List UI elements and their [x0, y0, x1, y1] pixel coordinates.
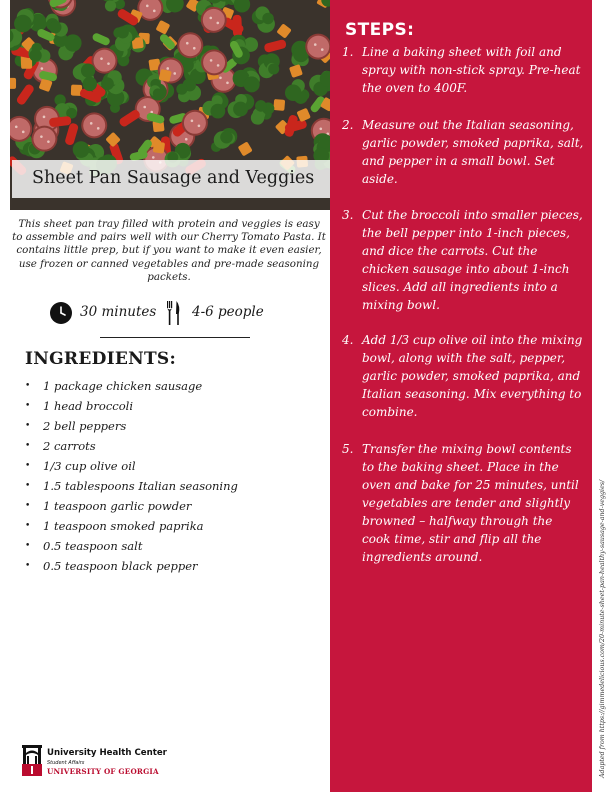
- ingredients-list: [25, 377, 238, 577]
- step-text: Line a baking sheet with foil and spray with non-stick spray. Pre-heat the oven to 400F.: [362, 45, 581, 95]
- ingredient-item: • 1 teaspoon garlic powder: [25, 497, 238, 517]
- ingredient-item: • 2 bell peppers: [25, 417, 238, 437]
- ingredient-item: • 2 carrots: [25, 437, 238, 457]
- fork-knife-icon: [166, 300, 182, 330]
- step-number: 3.: [342, 208, 354, 222]
- step-number: 1.: [342, 45, 354, 59]
- source-credit: Adapted from https://gimmedelicious.com/20-minute-sheet-pan-healthy-sausage-and-veggies/: [599, 479, 606, 778]
- step-number: 5.: [342, 442, 354, 456]
- step-number: 4.: [342, 333, 354, 347]
- recipe-title: Sheet Pan Sausage and Veggies: [32, 168, 315, 188]
- ingredient-item: • 1/3 cup olive oil: [25, 457, 238, 477]
- logo-line-3: UNIVERSITY OF GEORGIA: [47, 767, 159, 776]
- recipe-intro: This sheet pan tray filled with protein and veggies is easy to assemble and pairs well with our Cherry Tomato Pasta. It contains little prep, but if you want to make it even easier, use frozen or canned vegetables and pre-made seasoning packets.: [12, 218, 326, 283]
- logo-line-2: Student Affairs: [47, 760, 85, 766]
- ingredient-item: • 1 package chicken sausage: [25, 377, 238, 397]
- arch-logo-icon: [22, 745, 42, 777]
- step-text: Transfer the mixing bowl contents to the baking sheet. Place in the oven and bake for 25 minutes, until vegetables are tender and slightly browned – halfway through the cook time, stir and flip all the ingredients around.: [362, 442, 579, 564]
- prep-time: 30 minutes: [80, 304, 157, 320]
- step-text: Measure out the Italian seasoning, garlic powder, smoked paprika, salt, and pepper in a small bowl. Set aside.: [362, 118, 584, 186]
- title-band: [12, 160, 330, 198]
- ingredient-item: • 0.5 teaspoon salt: [25, 537, 238, 557]
- logo-line-1: University Health Center: [47, 748, 167, 758]
- step-text: Add 1/3 cup olive oil into the mixing bowl, along with the salt, pepper, garlic powder, smoked paprika, and Italian seasoning. Mix everything to combine.: [362, 333, 583, 419]
- step-number: 2.: [342, 118, 354, 132]
- step-text: Cut the broccoli into smaller pieces, the bell pepper into 1-inch pieces, and dice the carrots. Cut the chicken sausage into about 1-inch slices. Add all ingredients into a mixing bowl.: [362, 208, 583, 312]
- clock-icon: [50, 302, 72, 324]
- ingredient-item: • 1 head broccoli: [25, 397, 238, 417]
- servings: 4-6 people: [192, 304, 264, 320]
- divider: [100, 337, 250, 338]
- ingredient-item: • 1 teaspoon smoked paprika: [25, 517, 238, 537]
- steps-heading: STEPS:: [345, 20, 415, 40]
- ingredients-heading: INGREDIENTS:: [25, 349, 177, 369]
- ingredient-item: • 0.5 teaspoon black pepper: [25, 557, 238, 577]
- steps-panel: [330, 0, 592, 792]
- ingredient-item: • 1.5 tablespoons Italian seasoning: [25, 477, 238, 497]
